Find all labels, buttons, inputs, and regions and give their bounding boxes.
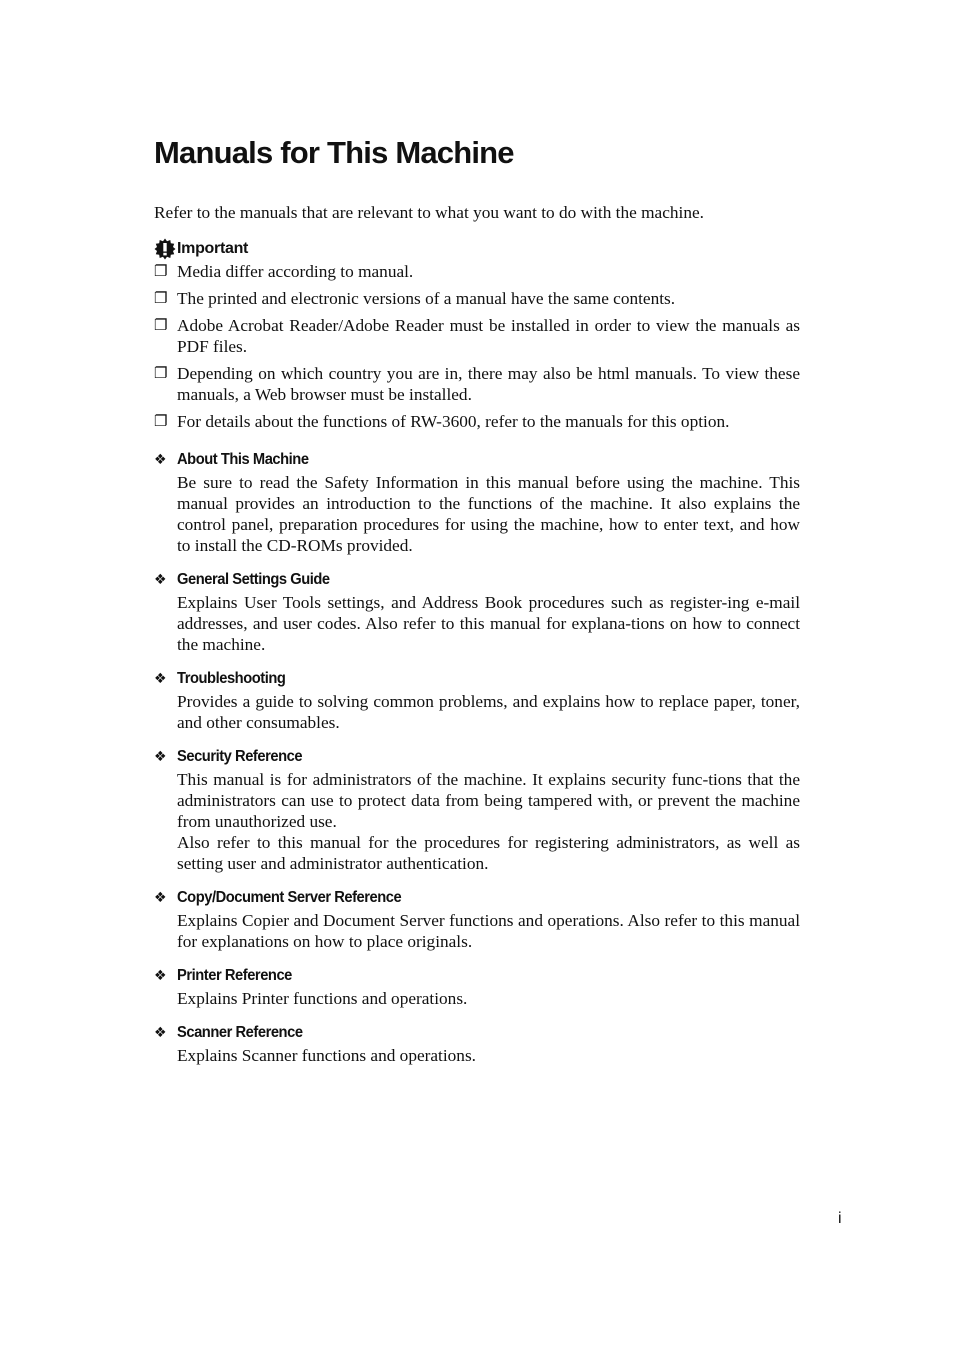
intro-text: Refer to the manuals that are relevant to what you want to do with the machine.: [154, 203, 704, 222]
section-title: About This Machine: [177, 451, 309, 468]
section-paragraph: This manual is for administrators of the machine. It explains security func-tions that the administrators can use to protect data from being tampered with, or prevent the machine from unauthorized use.: [177, 770, 800, 831]
section-title: Copy/Document Server Reference: [177, 889, 402, 906]
checkbox-icon: ❐: [154, 289, 168, 307]
important-icon: [154, 238, 176, 260]
section-title: Printer Reference: [177, 967, 292, 984]
section-body: [177, 472, 800, 556]
section-paragraph: Also refer to this manual for the procedures for registering administrators, as well as setting user and administrator authentication.: [177, 833, 800, 873]
section-paragraph: Explains Copier and Document Server functions and operations. Also refer to this manual for explanations on how to place originals.: [177, 911, 800, 951]
diamond-bullet-icon: ❖: [154, 452, 167, 468]
diamond-bullet-icon: ❖: [154, 968, 167, 984]
section-header: [154, 568, 800, 592]
page-title: Manuals for This Machine: [154, 135, 514, 170]
checkbox-icon: ❐: [154, 262, 168, 280]
section-header: [154, 964, 800, 988]
checkbox-icon: ❐: [154, 364, 168, 382]
diamond-bullet-icon: ❖: [154, 671, 167, 687]
section-troubleshooting: [154, 667, 800, 733]
section-body: [177, 592, 800, 655]
diamond-bullet-icon: ❖: [154, 1025, 167, 1041]
important-list: [154, 261, 800, 432]
section-title: Scanner Reference: [177, 1024, 303, 1041]
section-header: [154, 1021, 800, 1045]
section-header: [154, 448, 800, 472]
section-body: [177, 691, 800, 733]
section-header: [154, 667, 800, 691]
section-paragraph: Explains Scanner functions and operations.: [177, 1046, 476, 1065]
section-header: [154, 745, 800, 769]
important-item-text: Media differ according to manual.: [177, 262, 414, 281]
important-item-text: Depending on which country you are in, there may also be html manuals. To view these manuals, a Web browser must be installed.: [177, 364, 800, 404]
section-scanner-reference: [154, 1021, 800, 1066]
important-item: [154, 288, 800, 309]
section-body: [177, 988, 800, 1009]
important-header: [154, 237, 800, 261]
section-body: [177, 769, 800, 874]
section-body: [177, 1045, 800, 1066]
diamond-bullet-icon: ❖: [154, 890, 167, 906]
manual-sections: [154, 448, 800, 1078]
section-about-this-machine: [154, 448, 800, 556]
important-item-text: Adobe Acrobat Reader/Adobe Reader must be installed in order to view the manuals as PDF files.: [177, 316, 800, 356]
section-title: Troubleshooting: [177, 670, 286, 687]
important-item-text: For details about the functions of RW-3600, refer to the manuals for this option.: [177, 412, 730, 431]
section-title: Security Reference: [177, 748, 303, 765]
section-paragraph: Explains Printer functions and operations.: [177, 989, 468, 1008]
section-printer-reference: [154, 964, 800, 1009]
important-item: [154, 411, 800, 432]
section-header: [154, 886, 800, 910]
diamond-bullet-icon: ❖: [154, 749, 167, 765]
section-paragraph: Explains User Tools settings, and Address Book procedures such as register-ing e-mail addresses, and user codes. Also refer to this manual for explana-tions on how to connect the machine.: [177, 593, 800, 654]
checkbox-icon: ❐: [154, 412, 168, 430]
important-item: [154, 261, 800, 282]
section-copy-document-server-reference: [154, 886, 800, 952]
section-general-settings-guide: [154, 568, 800, 655]
diamond-bullet-icon: ❖: [154, 572, 167, 588]
section-body: [177, 910, 800, 952]
checkbox-icon: ❐: [154, 316, 168, 334]
section-paragraph: Provides a guide to solving common problems, and explains how to replace paper, toner, and other consumables.: [177, 692, 800, 732]
important-box: [154, 237, 800, 438]
important-title: Important: [177, 240, 249, 257]
important-item: [154, 363, 800, 405]
section-paragraph: Be sure to read the Safety Information in this manual before using the machine. This manual provides an introduction to the functions of the machine. It also explains the control panel, preparation procedures for using the machine, how to enter text, and how to install the CD-ROMs provided.: [177, 473, 800, 555]
important-item-text: The printed and electronic versions of a manual have the same contents.: [177, 289, 676, 308]
page-number: i: [838, 1210, 842, 1227]
important-item: [154, 315, 800, 357]
section-security-reference: [154, 745, 800, 874]
section-title: General Settings Guide: [177, 571, 330, 588]
